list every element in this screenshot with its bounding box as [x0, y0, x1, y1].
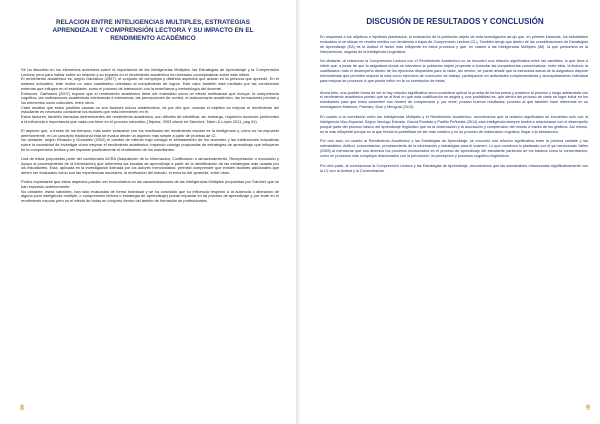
paragraph: Entonces, Garbanzo (2007) expone que el rendimiento académico debe ser entendido como un efecto multicausal que incluye: la competencia cognitiva, las motivaciones académicas extrínsecas e intrínsecas, las percepciones de control, el autoconcepto académico, las formaciones previas y los elementos socio culturales, entre otros.: [21, 90, 279, 105]
paragraph: El rendimiento académico es, según Garbanzo (2007), el conjunto de complejos y distintos aspectos que actúan en la persona que aprende. En el sistema educativo, éste recibe un valor cuantitativo orientado al cumplimiento de logros. Este valor también está mediado por las condiciones externas que influyen en el estudiante, como el proceso de interacción con la enseñanza y metodología del docente.: [21, 76, 279, 91]
paragraph: Una de estas propuestas parte del cuestionario ACRA (Adquisición de la información, Codificación o almacenamiento, Recuperación o evocación y Apoyo al procesamiento de la información) que determina las escalas de aprendizaje a partir de la identificación de las estrategias más usadas por los estudiantes. Esta, aplicada en la investigación liderada por los autores mencionados; permitió comprender que existen factores adicionales que deben ser evaluados como son las experiencias escolares, la motivación del estudio, el entorno del aprendiz, entre otros.: [21, 155, 279, 176]
paragraph: Estos factores, también llamados determinantes del rendimiento académico, son difíciles de identificar, sin embargo, requieren acciones pertinentes a la influencia e importancia que cada uno tiene en el proceso educativo (Tejedor, 2003 citado en Sánchez, Marín & López 2011, pág 91).: [21, 114, 279, 124]
page-number: 8: [20, 403, 24, 412]
page-number: 9: [586, 403, 590, 412]
right-page-title: DISCUSIÓN DE RESULTADOS Y CONCLUSIÓN: [366, 17, 544, 26]
paragraph: No obstante, estas variables, han sido evaluadas de forma individual y se ha concluido que su influencia respecto a la ausencia o alteración de alguna (una inteligencia múltiple, o comprensión lectora o estrategia de aprendizaje) puede impactar en tal proceso de aprendizaje y por ende en el rendimiento escolar pero no el efecto de todas en conjunto dentro del ámbito de formación de profesionales.: [21, 188, 279, 204]
paragraph: Cabe resaltar que estos posibles causas no son factores únicos establecidos, es por ello que, cuando el objetivo es mejorar el rendimiento del estudiante es necesario considerar los factores que más intervienen en él.: [21, 104, 279, 115]
paragraph: En cuanto a la correlación entre las Inteligencias Múltiples y el Rendimiento Académico, encontramos que la relación significativa se encuentra solo con la Inteligencia Viso-Espacial. Según Verdugo Estrada, García Rombao y Portillo Peñuelas (2014) esta inteligencia siempre tendrá a relacionarse con el desempeño porque parte del proceso básico del aprendizaje lingüístico que es la observación y la asociación y comprensión del mundo a través de los gráficos. Así mismo, es la más influyente porque es la que brinda la posibilidad de ser más creativo y en su proceso de maduración cognitiva, llegar a la abstracción.: [320, 114, 588, 134]
paragraph: No obstante, al relacionar la Comprensión Lectora con el Rendimiento Académico no se encontró una relación significativa entre las variables; lo que lleva a inferir que, a pesar de que la asignatura donde se interviene la población objeto propende a fomentar las competencias comunicativas, entre ellas, la lectura; la cualificación más el desempeño dentro de los ejercicios dispuestos para la clase, así mismo, se puede añadir que la estructura actual de la asignatura dispone herramientas que permiten mejorar la nota como ejercicios de corrección de trabajo, participación en actividades complementarias y acompañamiento individual para mejorar de procesos lo que puede influir en la no correlación de éstas.: [320, 59, 588, 83]
paragraph: Podría expresarse que estos aspectos pueden ser encontrados en las caracterizaciones de las Inteligencias Múltiples propuestas por Gardner que se han expuesto anteriormente.: [21, 179, 280, 189]
paragraph: Se ha discutido en los elementos anteriores sobre la importancia de las Inteligencias Múltiples, las Estrategias de Aprendizaje y la Comprensión Lectora; pero para hablar sobre su relación y su impacto en el rendimiento académico es necesario conceptualizar sobre éste último.: [21, 67, 279, 77]
right-page: [300, 0, 600, 424]
paragraph: En respuesta a los objetivos e hipótesis planteados, la evaluación de la población objeto de esta investigación arrojó que, en primera instancia, los estudiantes evaluados si se ubican en niveles medios con tendencia a bajos de Comprensión Lectora (CL). También arroja que dentro de las consideraciones de Estrategias de Aprendizaje (EA) es la Actitud el factor más influyente en estos procesos y que, en cuanto a las Inteligencias Múltiples (IM), la que predomina es la Interpersonal, seguida de la Inteligencia Lingüística.: [320, 35, 588, 54]
paragraph: Ahora bien, una posible forma de ver si hay relación significativa sería considerar aplicar la prueba de forma previa y posterior al proceso y luego adelantarla con el rendimiento académico puesto que se al final en que esta cualificación se asigna y, una posibilidad es, que dentro del proceso de clase se logre influir en los estudiantes para que estos aumenten sus niveles de comprensión y, por ende, posean buenos resultados; proceso al que también hace referencia en su investigación Martínez, Paredez, Díaz y Mengual (2013).: [320, 90, 588, 110]
left-page-title: RELACION ENTRE INTELIGENCIAS MULTIPLES, ESTRATEGIAS APRENDIZAJE Y COMPRENSIÓN LECTORA Y SU IMPACTO EN EL RENDIMIENTO ACADÉMICO: [52, 19, 254, 43]
paragraph: Por otra parte, al correlacionar la Comprensión Lectora y las Estrategias de Aprendizaje, encontramos que las subvariables relacionadas significativamente con la CL son la Actitud y la Concentración.: [320, 163, 588, 173]
paragraph: Por otro lado, en cuanto al Rendimiento Académico y las Estrategias de Aprendizaje, se encontró una relación significativa entre la primera variable y las subvariables: Actitud, concentración, procesamiento de la información y estrategias para el examen. Lo que corrobora lo planteado por el ya mencionado Valles (2005) al mencionar que son diversos los procesos involucrados en el proceso de aprendizaje del estudiante partiendo de los básicos como la concentración, como en procesos más complejos relacionados con la percepción, la percepción y procesos cognitivo-lingüísticos.: [320, 139, 588, 158]
left-page: [0, 0, 296, 424]
right-page-body: [320, 35, 588, 173]
paragraph: No obstante, según Rinaudo y González (2002) el cambio de milenio trajo consigo el señalamiento de los docentes y las instituciones educativas sobre la necesidad de investigar cómo mejorar el rendimiento académico; trayendo consigo propuestas de estrategias de aprendizaje que influyeran en la comprensión lectora y así impactar positivamente el rendimiento de los estudiantes.: [21, 137, 279, 152]
paragraph: El aspecto que, a través de los tiempos, más suele enlazarse con los resultados del rendimiento escolar es la inteligencia y, cómo es ha expuesto anteriormente, en un concepto tradicional ésta se evalúa desde un aspecto más simple a partir de pruebas de CI.: [21, 127, 279, 138]
left-page-body: [21, 68, 279, 204]
